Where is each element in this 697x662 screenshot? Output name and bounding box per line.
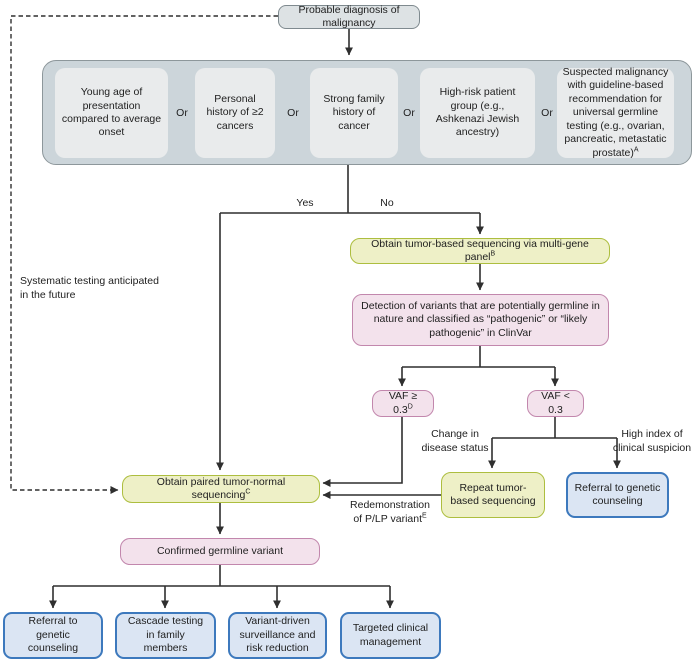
or-separator-3: Or xyxy=(403,107,415,119)
note-systematic-testing: Systematic testing anticipated in the future xyxy=(20,275,159,301)
edge-confirmed-split xyxy=(53,565,390,586)
node-confirmed-germline-variant: Confirmed germline variant xyxy=(120,538,320,565)
node-vaf-high: VAF ≥ $0.3^D$ xyxy=(372,390,434,417)
node-repeat-sequencing: Repeat tumor-based sequencing xyxy=(441,472,545,518)
outcome-targeted-management: Targeted clinical management xyxy=(340,612,441,659)
or-separator-1: Or xyxy=(176,107,188,119)
node-paired-sequencing: Obtain paired tumor-normal sequencing$^C$ xyxy=(122,475,320,503)
criterion-family-history: Strong family history of cancer xyxy=(310,68,398,158)
or-separator-4: Or xyxy=(541,107,553,119)
outcome-referral-genetic-counseling: Referral to genetic counseling xyxy=(3,612,103,659)
or-separator-2: Or xyxy=(287,107,299,119)
outcome-cascade-testing: Cascade testing in family members xyxy=(115,612,216,659)
node-probable-diagnosis: Probable diagnosis of malignancy xyxy=(278,5,420,29)
edge-label-yes: Yes xyxy=(296,197,314,209)
outcome-variant-surveillance: Variant-driven surveillance and risk reduction xyxy=(228,612,327,659)
edge-label-redemonstration: Redemonstration of P/LP variant$^E$ xyxy=(350,499,430,525)
edge-label-high-index: High index of clinical suspicion xyxy=(612,428,692,454)
edge-criteria-stem xyxy=(220,165,480,213)
node-tumor-based-sequencing: Obtain tumor-based sequencing via multi-gene panel$^B$ xyxy=(350,238,610,264)
edge-label-change-disease-status: Change in disease status xyxy=(421,428,489,454)
edge-label-no: No xyxy=(380,197,394,209)
node-variant-detection: Detection of variants that are potentially germline in nature and classified as “pathogenic” or “likely pathogenic” in ClinVar xyxy=(352,294,609,346)
edge-vafhigh-to-paired xyxy=(323,417,402,483)
criterion-personal-history: Personal history of ≥2 cancers xyxy=(195,68,275,158)
criterion-guideline-recommendation: Suspected malignancy with guideline-based recommendation for universal germline testing (e.g., ovarian, pancreatic, metastatic prostate)$^A$ xyxy=(557,68,674,158)
node-referral-genetic-counseling-mid: Referral to genetic counseling xyxy=(566,472,669,518)
edge-detection-split xyxy=(402,346,555,367)
edge-vaflow-split xyxy=(492,417,617,438)
criterion-young-age: Young age of presentation compared to average onset xyxy=(55,68,168,158)
node-vaf-low: VAF < 0.3 xyxy=(527,390,584,417)
criterion-high-risk-group: High-risk patient group (e.g., Ashkenazi Jewish ancestry) xyxy=(420,68,535,158)
